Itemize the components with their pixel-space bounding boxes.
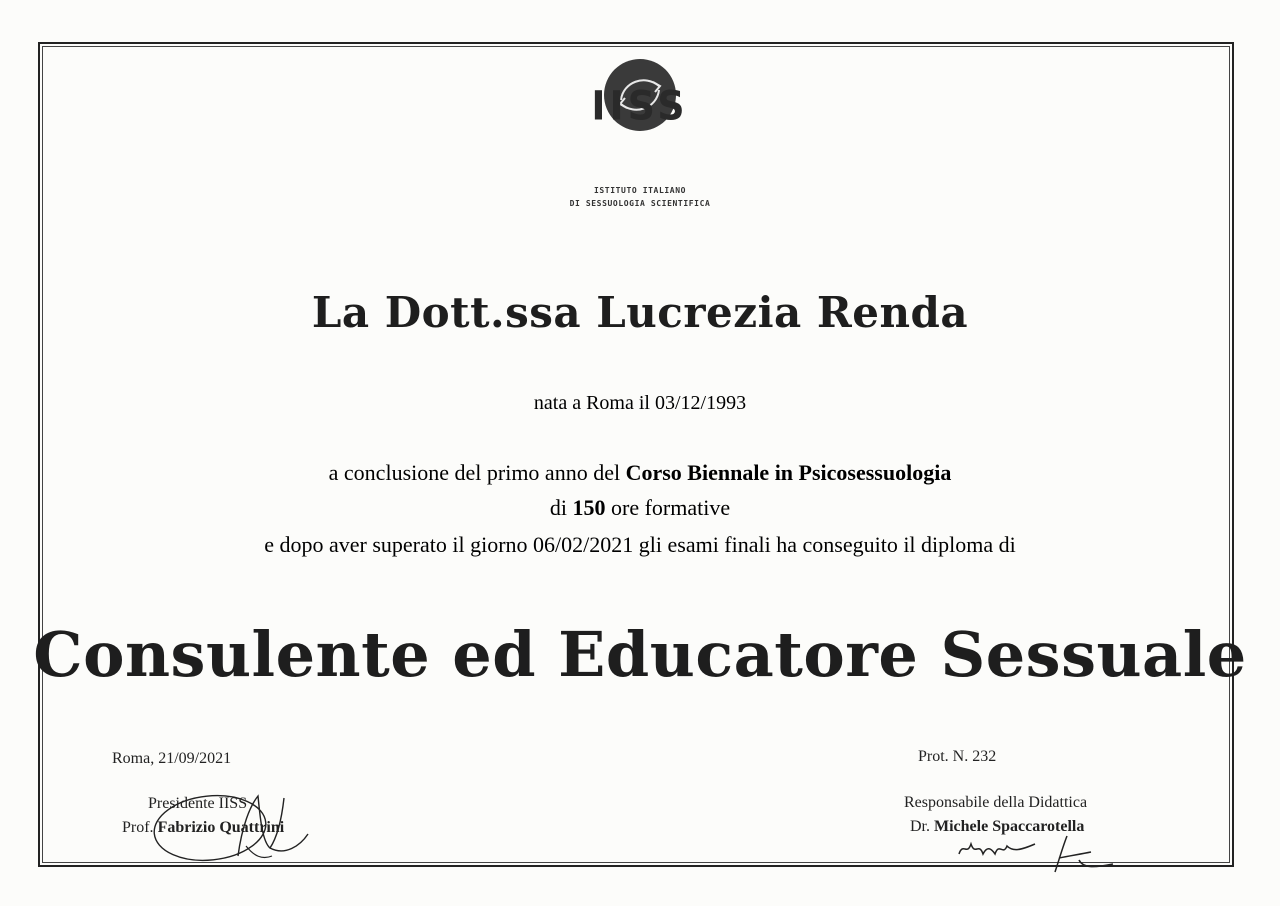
- place-date: Roma, 21/09/2021: [112, 750, 232, 767]
- president-signature: [150, 786, 320, 876]
- logo-subtitle-line2: DI SESSUOLOGIA SCIENTIFICA: [569, 199, 711, 208]
- body-line-3: e dopo aver superato il giorno 06/02/2021 gli esami finali ha conseguito il diploma di: [264, 532, 1016, 557]
- course-name: Corso Biennale in Psicosessuologia: [625, 460, 952, 485]
- diploma-title: Consulente ed Educatore Sessuale: [33, 618, 1247, 691]
- didactics-name-text: Michele Spaccarotella: [934, 818, 1085, 835]
- president-role: Presidente IISS: [148, 795, 248, 812]
- protocol-number: Prot. N. 232: [918, 748, 997, 765]
- president-name-prefix: Prof.: [122, 819, 158, 836]
- didactics-name-prefix: Dr.: [910, 818, 934, 835]
- recipient-name: La Dott.ssa Lucrezia Renda: [311, 288, 969, 337]
- training-hours: 150: [572, 495, 606, 520]
- body-line-2-post: ore formative: [605, 495, 731, 520]
- president-name-text: Fabrizio Quattrini: [157, 819, 285, 836]
- body-line-2-pre: di: [549, 495, 573, 520]
- logo-subtitle-line1: ISTITUTO ITALIANO: [593, 186, 687, 195]
- logo-abbreviation: IISS: [591, 82, 689, 130]
- didactics-signature: [955, 832, 1125, 878]
- body-line-1-text: a conclusione del primo anno del: [328, 460, 626, 485]
- birth-info: nata a Roma il 03/12/1993: [533, 392, 747, 414]
- body-line-1: [0, 460, 1280, 486]
- didactics-role: Responsabile della Didattica: [904, 794, 1088, 811]
- body-line-2: [0, 495, 1280, 521]
- inner-border: [42, 46, 1230, 863]
